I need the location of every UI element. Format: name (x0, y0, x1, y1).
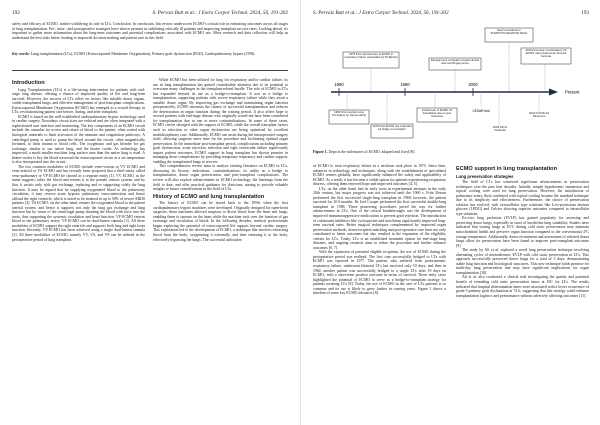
year-label: 1980 (400, 82, 410, 87)
introduction-heading: Introduction (12, 80, 45, 86)
left-running-title: S. Pervaiz Butt et al.: J Extra Corpor Technol. 2024, 56, 191-202 (152, 10, 288, 16)
event-text-wrap (418, 109, 456, 121)
event-label: Limited use of ECMO for transplants due to poor outcomes (421, 109, 453, 119)
figure-caption (313, 150, 589, 155)
left-column-1 (12, 78, 145, 418)
event-text-wrap (430, 59, 480, 69)
preservation-paragraph-4: Ali et al. also conducted a clinical trial investigating the quality and potential benefit of extending cold static preservation times at 10C for LTx. The results indicated that hospital determination times were associated with a lower occurrence of grade 3 primary graft dysfunction at 72 h, suggesting that this strategy could enhance transplantation logistics and performance without adversely affecting outcomes [11]. (456, 275, 589, 298)
keywords (12, 52, 288, 57)
lung-preservation-subheading: Lung preservation strategies (456, 174, 514, 179)
figure-caption-text: Depicts the milestones of ECMO, adapted and fixed [8]. (328, 150, 416, 154)
history-continued-2: LTx, on the other hand, had its early roots in experimental attempts in the early 20th century, but major progress was not achieved until the 1960 s. Fritz Derom performed the first successful single-lung transplant in 1968; however, the patient survived for 10.0 months. Dr Joel Cooper performed the first successful double-lung transplant in 1986. These pioneering procedures paved the way for further advancements in LTx. One of the critical breakthroughs was the development of improved immunosuppressive medications to prevent graft rejection. The introduction of calcineurin inhibitors like cyclosporine and tacrolimus significantly improved long-term survival rates. Better surgical techniques complemented by improved organ preservation methods, donor-recipient matching and post-operative care have not only contributed to better outcomes but also resulted in the expansion of the eligibility criteria for LTx. Today, LTx is an established treatment option for end-stage lung diseases, and ongoing research aims to refine the procedure and further enhance outcomes [6, 7]. (313, 186, 446, 250)
event-text-wrap (523, 112, 555, 122)
right-column-2 (456, 164, 589, 418)
right-running-title: S. Pervaiz Butt et al.: J Extra Corpor Technol. 2024, 56, 191-202 (313, 10, 449, 16)
event-label: Development of heparin coated circuits and centrifugal pumps (430, 59, 480, 66)
event-label: 2020 COVID-19 Pandemic (529, 112, 549, 119)
preservation-paragraph-1: The field of LTx has witnessed significant advancements in preservation techniques over the past four decades. Initially, simple hypothermic immersion and topical cooling were used for lung preservation. However, the introduction of pulmonary artery flush combined with topical cooling became the standard technique due to its simplicity and effectiveness. Furthermore, the choice of preservation solution has evolved, with extracellular type solutions like Low-potassium dextran glucose (LPDG) and Celsior showing superior outcomes compared to intracellular type solutions. (456, 180, 589, 216)
intro-paragraph-4: While ECMO has been utilized for lung for respiratory and/or cardiac failure, its use in lung transplantation has gained considerable attention due to its potential to overcome many challenges in the transplant-related hurdle. The role of ECMO in LTx has expanded beyond its use as a bridge-to-transplant. It acts as a bridge to transplantation, supporting patients with severe respiratory failure while they await a suitable donor organ. By improving gas exchange and maintaining organ function preoperatively, ECMO increases the chance of successful transplantation and reduces the deterioration in organ function during the waiting period. It also offers hope to several patients with end-stage disease who originally would not have been considered for transplantation due to one or more contraindications. In some of these cases, ECMO can be salvaged with the support of ECMO, while the overall transplant factors such as infection or other organ dysfunction are being optimised by excellent multidisciplinary care. Additionally, ECMO can assist during the intraoperative surgery itself, allowing surgeons more time for the procedure and facilitating optimal organ preservation. In the immediate post-transplant period, complications including primary graft dysfunction, acute rejection, infection and right ventricular failure significantly impact patient outcomes. ECMO support in lung transplant has shown promise in managing these complications by providing temporary respiratory and cardiac support, enabling the transplanted lungs to recover. (153, 78, 288, 164)
intro-paragraph-5: This comprehensive review aims to analyze existing literature on ECMO in LTx, discussing its history, indications, contraindications, its utility as a bridge to transplantation, donor organ preservation, and post-transplant complications. The review will also explore advancements in ECMO technology, the learnings from the field to date, and offer practical guidance for clinicians, aiming to provide valuable insights to future considerations in the field of LTx. (153, 164, 288, 192)
timeline-arrowhead (549, 89, 558, 96)
event-text-wrap (522, 49, 570, 63)
event-label: 1975 First ECMO use extended as bridge to transplant (372, 125, 412, 132)
event-text-wrap (487, 126, 513, 136)
event-label: 2009 H1N1 Outbreak (492, 126, 508, 133)
timeline-diagram (313, 20, 589, 148)
event-text-wrap (372, 125, 412, 137)
event-text-wrap (330, 111, 368, 123)
history-continued-3: With the expansion of potential eligible recipients, the use of ECMO during the perioperative period was realized. The first case successfully bridged to LTx with ECMO was reported in 1977. The patient, who suffered from posttraumatic respiratory failure, underwent bilateral LTx but survived only 10 days, and then in 1982, another patient was successfully bridged to a single LTx after 19 days on ECMO, with a short-term positive outcome in terms of survival. These early cases highlighted the potential of ECMO to serve as a bridge-to-transplant strategy for patients awaiting LTx [8]. Today, the use of ECMO in the care of LTx patients is so common and its use is likely to grow further in coming years. Figure 1 shows a timeline of some key ECMO advances [8]. (313, 250, 446, 296)
left-column-2 (153, 78, 288, 418)
history-continued-1: of ECMO to treat respiratory failure in a newborn took place in 1975. Since then, advances in technology and techniques, along with the establishment of specialized ECMO centres globally, have significantly enhanced the safety and applicability of ECMO. As a result, it has become a viable option for patients experiencing respiratory distress, offering them renewed hope and improved outcomes [4, 5]. (313, 164, 446, 187)
event-label-cesar: CESAR trial (472, 109, 490, 113)
year-label: 2000 (468, 82, 478, 87)
history-heading: History of ECMO and lung transplantation (153, 193, 265, 200)
preservation-paragraph-2: Ex-vivo lung perfusion (EVLP) has gained popularity for assessing and preserving donor lungs, especially in cases of borderline lung suitability. Studies have indicated that storing lungs at 10°C during cold static preservation may maintain mitochondrial health and preserve organ function compared to the conventional 4°C storage temperature. Additionally, donor recruitment and assessment of selected donor lungs allow for preservation have been found to improve post-transplant outcomes [9]. (456, 216, 589, 248)
right-column-1 (313, 164, 446, 418)
event-text-wrap (486, 29, 532, 41)
history-paragraph: The history of ECMO can be traced back to the 1950s when the first cardiopulmonary bypass machines were developed. Originally designed for open-heart surgeries, these machines allowed surgeons to divert blood from the heart and lungs, enabling them to operate on the heart while the machine took over the function of gas exchange and circulation of blood. In the following decades, medical professionals began exploring the potential of extracorporeal life support beyond cardiac surgery. This exploration led to the development of ECMO, a technique that involves extracting blood from the body, oxygenating it externally, and then returning it to the body, effectively bypassing the lungs. The successful utilisation (153, 201, 288, 242)
intro-paragraph-3: The two common modalities of ECMO include veno-venous or VV ECMO and veno-arterial or VA ECMO and has recently been proposed that a third entity called veno-pulmonary or VP ECMO be classed as a separate entity [1]. VV ECMO, as the name suggests, takes the blood and returns it to the pseudo venous system, and by that, it assists only with gas exchange, replacing and or supporting solely the lung function. It may be argued that by supplying oxygenated blood to the pulmonary circulation, it may reverse acute hypoxic pulmonary vasoconstriction and hence offload the right ventricle, which is noted to be strained in up to 50% of severe ARDS patients [2]. VA ECMO, on the other hand, returns the oxygenated blood to the patient arterial system, and hence it supports not only the lung gas exchange and lung function but by virtue of the centrifugal pump shunting the blood with force into the aorta, thus supporting the systemic circulation and heart function. VP ECMO returns blood to the pulmonary artery. VP ECMO can be dual-lumen cannula [3]. All three modalities of ECMO support the right ventricle and supports both lung and right heart function. Recently, VP ECMO has been achieved using a single dual-lumen cannula [3]. All three modalities of ECMO, namely VV, VA, and VP can be utilized in the perioperative period of lung transplant. (12, 164, 145, 242)
abstract-divider (12, 70, 288, 71)
event-label: New Innovations In PUMP/OXYGENATOR TECH (490, 29, 528, 36)
keywords-label: Key words: (12, 52, 30, 56)
event-label: 1963 first reported Lung Transplant by James Hardy (331, 111, 367, 118)
ecmo-milestones-figure (313, 20, 589, 148)
preservation-paragraph-3: The study by Ali et al. explored a novel lung preservation technique involving alternating cycles of normothermic EVLP with cold static preservation in LTx. This approach successfully preserved donor lungs for a total of 3 days, demonstrating stable lung function and histological structures. This new technique holds promise for multi-day lung preservation and may have significant implications for organ transplantation [10]. (456, 248, 589, 275)
year-label-present: Present (565, 89, 580, 95)
right-page-number: 193 (581, 10, 589, 16)
intro-paragraph-1: Lung Transplantation (LTx) is a life-saving intervention for patients with end-stage lung disease, offering a chance of improved quality of life and long-term survival. However, the success of LTx relies on factors like suitable donor organs, viable transplanted lungs, and effective management of post-transplant complications. Extracorporeal Membrane Oxygenation (ECMO) has emerged as a crucial therapy in LTx, revolutionizing patient care before, during, and after transplant. (12, 87, 145, 115)
right-running-head (313, 8, 589, 18)
left-running-head (12, 8, 288, 18)
year-label: 1960 (334, 82, 344, 87)
keywords-text: Lung transplantation (LTx), ECMO (Extracorporeal Membrane Oxygenation), Primary graft dysfunction (PGD), Cardiopulmonary bypass (CPB). (30, 52, 256, 56)
right-page (300, 0, 600, 425)
left-page-number: 192 (12, 10, 20, 16)
event-text-wrap (344, 53, 398, 67)
figure-caption-label: Figure 1. (313, 150, 328, 154)
event-label: 1975 First reported use of ECMO in respiratory failure resuscitate by Dr Bartlett (344, 53, 398, 60)
ecmo-support-heading: ECMO support in lung transplantation (456, 166, 557, 172)
intro-paragraph-2: ECMO is based on the well-established cardiopulmonary bypass technology used in cardiac surgery. Nowadays circuit sizes are reduced and are often integrated with a sophisticated user interface and monitoring. The key components of an ECMO circuit include the cannulae for access and return of blood to the patient, often coated with biological materials to limit activation of the immune and coagulation pathways. A centrifugal pump is used to pump the blood around the circuit, often magnetically levitated, to limit trauma to blood cells. The oxygenator and gas blender for gas exchange, similar to our native lung, and the heater cooler. As technology has improved, a much smaller machine long surface area than the native lung is used. A heater-cooler is key the blood traversed the extracorporeal circuit at a set temperature is also incorporated into the circuit. (12, 114, 145, 165)
event-label: 2010 First case of ambulatory VV ECMO using dual lumen femoral cannula (525, 49, 567, 59)
abstract-conclusion: safety and efficacy of ECMO, further solidifying its role in LTx. Conclusion: In conclusion, this review underscores ECMO's critical role in enhancing outcomes across all stages of lung transplantation. Pre-, intra-, and postoperative strategies have shown promise in stabilizing critically ill patients and improving transplant success rates. Looking ahead, it's important to gather more information about the long-term outcomes and potential complications associated with ECMO use. More research and data collection will help us understand the best risks better, leading to improved decision-making and patient care in this field. (12, 22, 288, 40)
